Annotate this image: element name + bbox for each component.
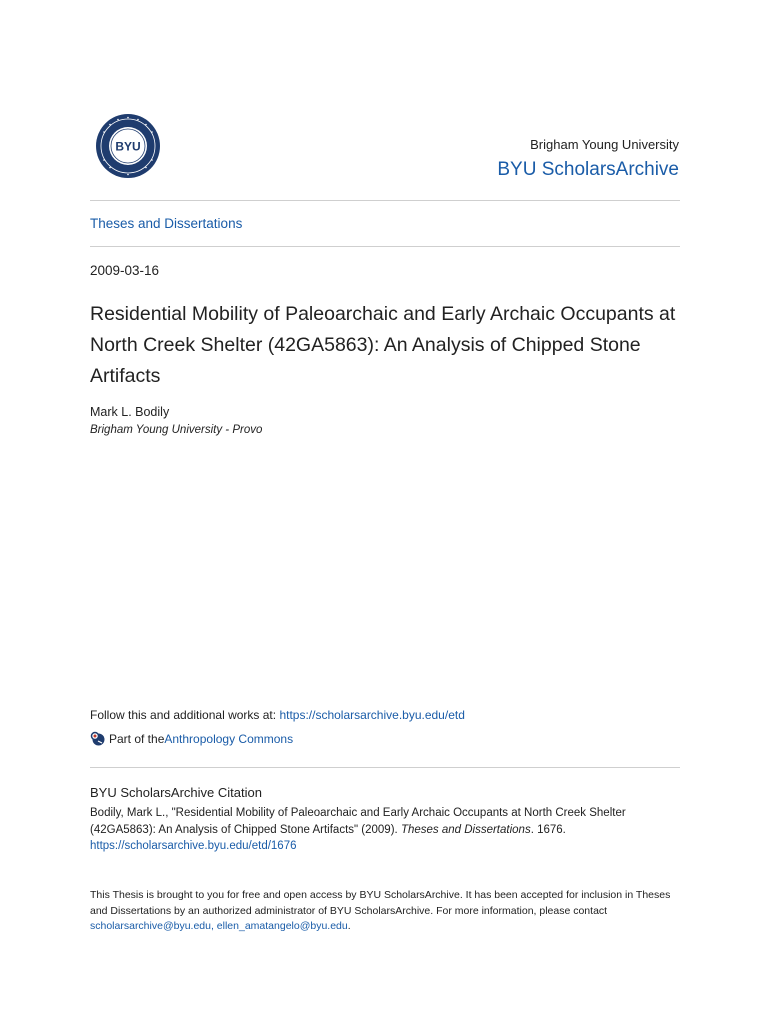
- notice-end: .: [347, 920, 351, 932]
- notice-text: This Thesis is brought to you for free and open access by BYU ScholarsArchive. It has been accepted for inclusion in Theses and Dissertations by an authorized administrator of BYU ScholarsArchive. For more information, please contact: [90, 889, 671, 917]
- collection-link[interactable]: Theses and Dissertations: [90, 216, 243, 231]
- author-name: Mark L. Bodily: [90, 405, 170, 419]
- svg-text:BYU: BYU: [115, 139, 141, 154]
- byu-seal-logo: [95, 113, 161, 179]
- citation-heading: BYU ScholarsArchive Citation: [90, 785, 262, 800]
- citation-body: Bodily, Mark L., "Residential Mobility of Paleoarchaic and Early Archaic Occupants at North Creek Shelter (42GA5863): An Analysis of Chipped Stone Artifacts" (2009).: [90, 807, 626, 836]
- part-of-line: [90, 731, 293, 747]
- follow-line: [90, 708, 465, 722]
- citation-series: Theses and Dissertations: [400, 823, 531, 836]
- publication-date: 2009-03-16: [90, 263, 160, 278]
- citation-number: . 1676.: [530, 823, 566, 836]
- divider: [90, 767, 680, 768]
- follow-prefix: Follow this and additional works at:: [90, 708, 280, 722]
- follow-link[interactable]: https://scholarsarchive.byu.edu/etd: [279, 708, 465, 722]
- part-of-prefix: Part of the: [109, 732, 165, 746]
- contact-email-link[interactable]: scholarsarchive@byu.edu, ellen_amatangelo@byu.edu: [90, 920, 348, 932]
- access-notice: [90, 888, 680, 935]
- institution-name: Brigham Young University: [530, 137, 679, 152]
- divider: [90, 246, 680, 247]
- author-affiliation: Brigham Young University - Provo: [90, 424, 263, 436]
- network-commons-icon: [90, 731, 106, 747]
- divider: [90, 200, 680, 201]
- citation-text: [90, 805, 680, 855]
- document-title: Residential Mobility of Paleoarchaic and Early Archaic Occupants at North Creek Shelter (42GA5863): An Analysis of Chipped Stone Artifacts: [90, 303, 676, 387]
- archive-name-link[interactable]: BYU ScholarsArchive: [497, 159, 679, 180]
- commons-link[interactable]: Anthropology Commons: [164, 732, 294, 746]
- citation-link[interactable]: https://scholarsarchive.byu.edu/etd/1676: [90, 840, 297, 852]
